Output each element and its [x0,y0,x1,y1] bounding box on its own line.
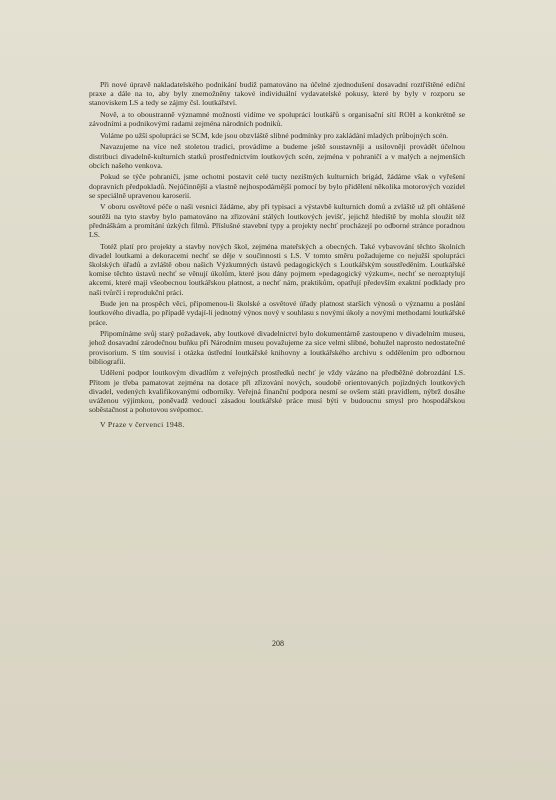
paragraph: Nově, a to oboustranně významné možnosti vidíme ve spolupráci loutkářů s organisační sítí ROH a konkrétně se závodními a podnikovými radami zejména národních podniků. [89,110,465,129]
paragraph: Totéž platí pro projekty a stavby nových škol, zejména mateřských a obecných. Také vybavování těchto školních divadel loutkami a dekoracemi nechť se děje v součinnosti s LS. V tomto směru požadujeme co nejužší spolupráci školských úřadů a zvláště obou našich Výzkumných ústavů pedagogických s Loutkářským soustředěním. Loutkářské komise těchto ústavů nechť se věnují úkolům, které jsou dány pojmem »pedagogický výzkum«, nechť se nerozptylují akcemi, které mají všeobecnou loutkářskou platnost, a nechť nám, praktikům, opatřují především exaktní podklady pro naši tvůrčí i reprodukční práci. [89,241,465,297]
body-text [89,80,465,432]
place-date: V Praze v červenci 1948. [100,420,185,430]
paragraph: Při nové úpravě nakladatelského podnikání budiž pamatováno na účelné zjednodušení dosavadní roztříštěné ediční praxe a dále na to, aby byly znemožněny takové individuální vydavatelské pokusy, které by byly v rozporu se stanoviskem LS a tedy se zájmy čsl. loutkářství. [89,80,465,108]
paragraph: Pokud se týče pohraničí, jsme ochotni postavit celé tucty nezištných kulturních brigád, žádáme však o vyřešení dopravních předpokladů. Nejúčinnější a vlastně nejhospodárnější pomocí by bylo přidělení několika motorových vozidel se speciálně upravenou karoserií. [89,172,465,200]
page-number: 208 [272,639,284,648]
paragraph: Bude jen na prospěch věci, připomenou-li školské a osvětové úřady platnost starších výnosů o významu a poslání loutkového divadla, po případě vydají-li jednotný výnos nový v souhlasu s novými úkoly a novými methodami loutkářské práce. [89,299,465,327]
paragraph: V oboru osvětové péče o naši vesnici žádáme, aby při typisaci a výstavbě kulturních domů a zvláště už při ohlášené soutěži na tyto stavby bylo pamatováno na zřizování stálých loutkových jevišť, jejichž hlediště by mohla sloužit též přednáškám a promítání úzkých filmů. Příslušné stavební typy a projekty nechť procházejí po odborné stránce poradnou LS. [89,202,465,239]
paragraph: Připomínáme svůj starý požadavek, aby loutkové divadelnictví bylo dokumentárně zastoupeno v divadelním museu, jehož dosavadní zárodečnou buňku při Národním museu považujeme za sice velmi slibné, bohužel naprosto nedostatečné provisorium. S tím souvisí i otázka ústřední loutkářské knihovny a loutkářského archivu s oddělením pro odbornou bibliografii. [89,329,465,366]
paragraph: Navazujeme na více než stoletou tradici, provádíme a budeme ještě soustavněji a usilovněji provádět účelnou distribuci divadelně-kulturních statků prostřednictvím loutkových scén, zejména v pohraničí a v malých a nejmenších obcích našeho venkova. [89,142,465,170]
paragraph: Udělení podpor loutkovým divadlům z veřejných prostředků nechť je vždy vázáno na předběžné dobrozdání LS. Přitom je třeba pamatovat zejména na dotace při zřizování nových, soudobě orientovaných pojízdných loutkových divadel, vedených kvalifikovanými odborníky. Veřejná finanční podpora nesmí se ovšem státi pravidlem, nýbrž dosáhe uváženou výjimkou, poněvadž vedoucí zásadou loutkářské práce musí býti v budoucnu smysl pro hospodářskou soběstačnost a pohotovou svépomoc. [89,368,465,415]
paragraph: Voláme po užší spolupráci se SCM, kde jsou obzvláště slibné podmínky pro zakládání mladých průbojných scén. [100,130,449,140]
